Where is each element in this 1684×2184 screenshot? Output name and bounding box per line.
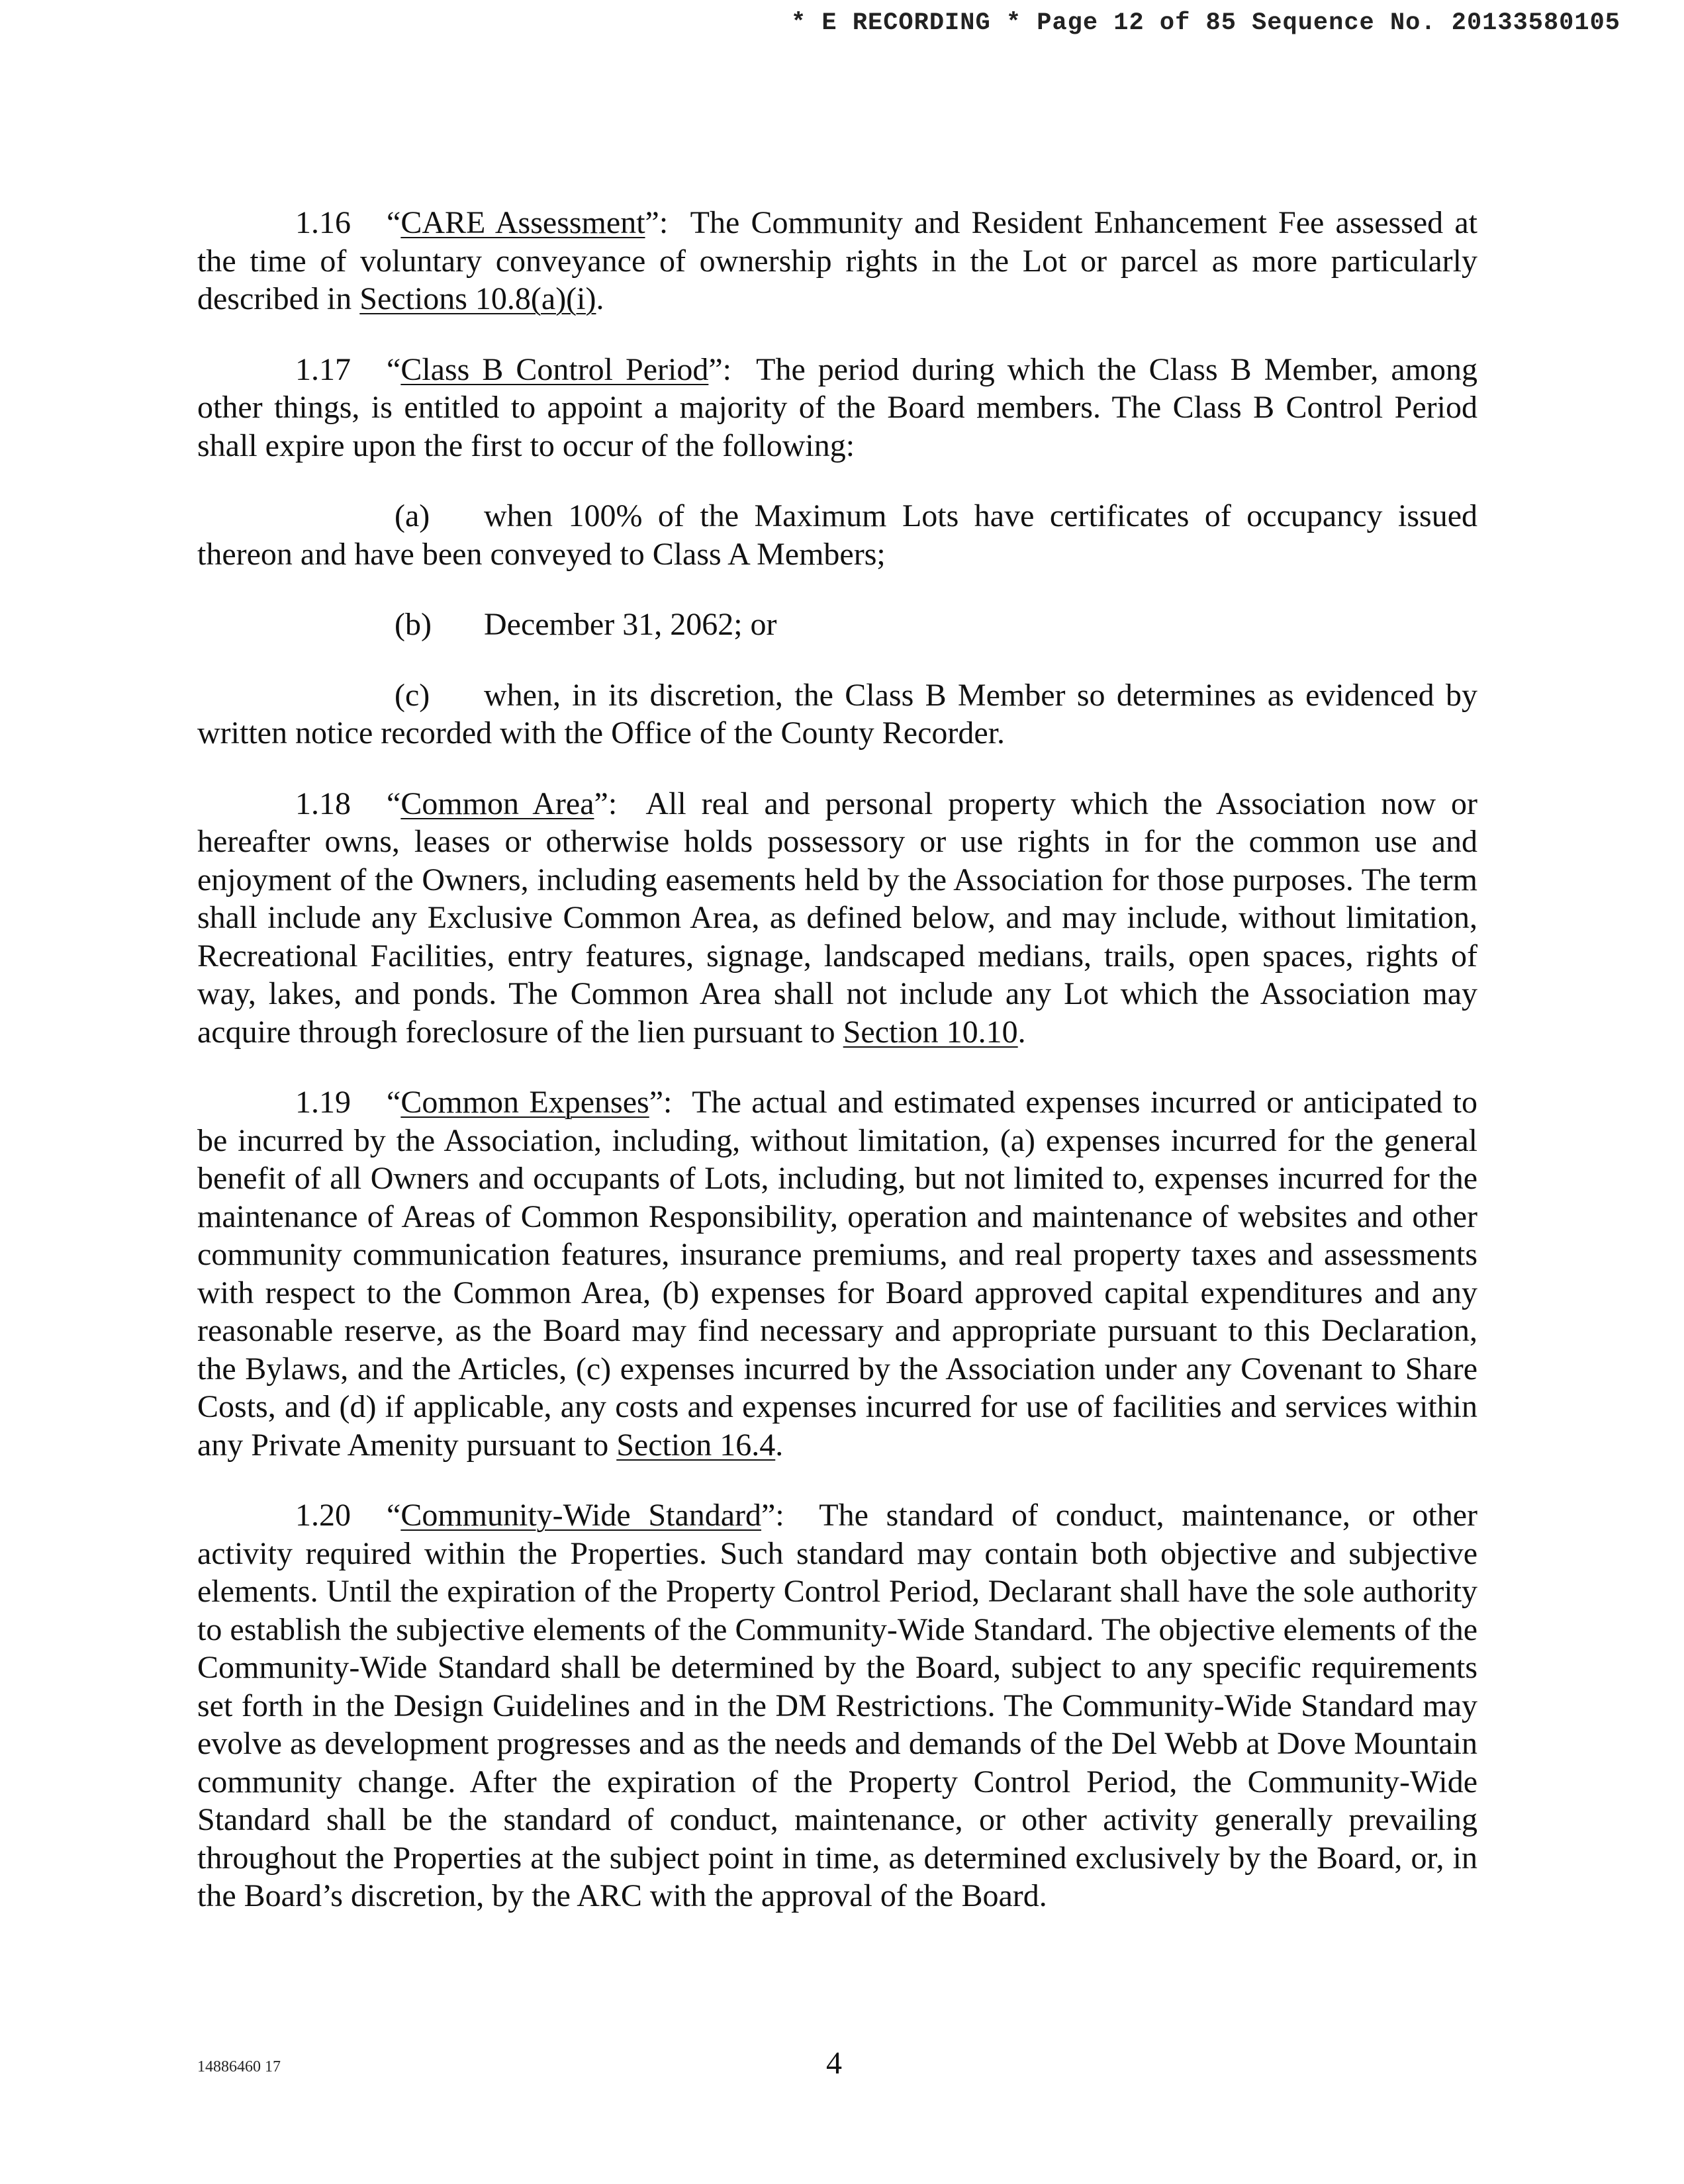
- subsection-text: when 100% of the Maximum Lots have certificates of occupancy issued thereon and have been conveyed to Class A Members;: [197, 498, 1477, 572]
- section-number: 1.18: [295, 786, 351, 821]
- defined-term: Common Expenses: [400, 1085, 649, 1120]
- subsection-a: [197, 497, 1477, 573]
- document-id: 14886460 17: [197, 2058, 281, 2075]
- section-text: The actual and estimated expenses incurred or anticipated to be incurred by the Association, including, without limitation, (a) expenses incurred for the general benefit of all Owners and occupants of Lots, including, but not limited to, expenses incurred for the maintenance of Areas of Common Responsibility, operation and maintenance of websites and other community communication features, insurance premiums, and real property taxes and assessments with respect to the Common Area, (b) expenses for Board approved capital expenditures and any reasonable reserve, as the Board may find necessary and appropriate pursuant to this Declaration, the Bylaws, and the Articles, (c) expenses incurred by the Association under any Covenant to Share Costs, and (d) if applicable, any costs and expenses incurred for use of facilities and services within any Private Amenity pursuant to: [197, 1085, 1477, 1463]
- subsection-b: [197, 606, 1477, 644]
- section-text: The standard of conduct, maintenance, or other activity required within the Properties. Such standard may contain both objective and subjective elements. Until the expiration of the Property Control Period, Declarant shall have the sole authority to establish the subjective elements of the Community-Wide Standard. The objective elements of the Community-Wide Standard shall be determined by the Board, subject to any specific requirements set forth in the Design Guidelines and in the DM Restrictions. The Community-Wide Standard may evolve as development progresses and as the needs and demands of the Del Webb at Dove Mountain community change. After the expiration of the Property Control Period, the Community-Wide Standard shall be the standard of conduct, maintenance, or other activity generally prevailing throughout the Properties at the subject point in time, as determined exclusively by the Board, or, in the Board’s discretion, by the ARC with the approval of the Board.: [197, 1498, 1477, 1913]
- subsection-letter: (b): [395, 607, 432, 642]
- defined-term: Community-Wide Standard: [400, 1498, 762, 1533]
- page-number: 4: [826, 2046, 842, 2081]
- subsection-text: December 31, 2062; or: [484, 607, 777, 642]
- defined-term: Common Area: [400, 786, 594, 821]
- defined-term: Class B Control Period: [400, 351, 709, 387]
- recording-header: * E RECORDING * Page 12 of 85 Sequence No. 20133580105: [791, 9, 1620, 37]
- section-text: All real and personal property which the Association now or hereafter owns, leases or otherwise holds possessory or use rights in for the common use and enjoyment of the Owners, including easements held by the Association for those purposes. The term shall include any Exclusive Common Area, as defined below, and may include, without limitation, Recreational Facilities, entry features, signage, landscaped medians, trails, open spaces, rights of way, lakes, and ponds. The Common Area shall not include any Lot which the Association may acquire through foreclosure of the lien pursuant to: [197, 786, 1477, 1050]
- section-text: The period during which the Class B Member, among other things, is entitled to appoint a majority of the Board members. The Class B Control Period shall expire upon the first to occur of the following:: [197, 351, 1477, 463]
- subsection-letter: (a): [395, 498, 430, 533]
- subsection-c: [197, 676, 1477, 752]
- subsection-text: when, in its discretion, the Class B Member so determines as evidenced by written notice recorded with the Office of the County Recorder.: [197, 677, 1477, 751]
- section-1-17: 1.17 “Class B Control Period”: The period during which the Class B Member, among other things, is entitled to appoint a majority of the Board members. The Class B Control Period shall expire upon the first to occur of the following:: [197, 351, 1477, 463]
- section-1-16: 1.16 “CARE Assessment”: The Community and Resident Enhancement Fee assessed at the time of voluntary conveyance of ownership rights in the Lot or parcel as more particularly described in Sections 10.8(a)(i).: [197, 205, 1477, 316]
- section-number: 1.20: [295, 1498, 351, 1533]
- defined-term: CARE Assessment: [400, 205, 645, 240]
- section-number: 1.17: [295, 351, 351, 387]
- section-reference: Section 16.4: [616, 1427, 776, 1463]
- section-1-19: 1.19 “Common Expenses”: The actual and estimated expenses incurred or anticipated to be incurred by the Association, including, without limitation, (a) expenses incurred for the general benefit of all Owners and occupants of Lots, including, but not limited to, expenses incurred for the maintenance of Areas of Common Responsibility, operation and maintenance of websites and other community communication features, insurance premiums, and real property taxes and assessments with respect to the Common Area, (b) expenses for Board approved capital expenditures and any reasonable reserve, as the Board may find necessary and appropriate pursuant to this Declaration, the Bylaws, and the Articles, (c) expenses incurred by the Association under any Covenant to Share Costs, and (d) if applicable, any costs and expenses incurred for use of facilities and services within any Private Amenity pursuant to Section 16.4.: [197, 1085, 1477, 1463]
- section-number: 1.19: [295, 1085, 351, 1120]
- section-reference: Sections 10.8(a)(i): [359, 281, 596, 316]
- section-1-20: 1.20 “Community-Wide Standard”: The standard of conduct, maintenance, or other activity required within the Properties. Such standard may contain both objective and subjective elements. Until the expiration of the Property Control Period, Declarant shall have the sole authority to establish the subjective elements of the Community-Wide Standard. The objective elements of the Community-Wide Standard shall be determined by the Board, subject to any specific requirements set forth in the Design Guidelines and in the DM Restrictions. The Community-Wide Standard may evolve as development progresses and as the needs and demands of the Del Webb at Dove Mountain community change. After the expiration of the Property Control Period, the Community-Wide Standard shall be the standard of conduct, maintenance, or other activity generally prevailing throughout the Properties at the subject point in time, as determined exclusively by the Board, or, in the Board’s discretion, by the ARC with the approval of the Board.: [197, 1498, 1477, 1913]
- section-text: The Community and Resident Enhancement Fee assessed at the time of voluntary conveyance of ownership rights in the Lot or parcel as more particularly described in: [197, 205, 1477, 316]
- section-1-18: 1.18 “Common Area”: All real and personal property which the Association now or hereafter owns, leases or otherwise holds possessory or use rights in for the common use and enjoyment of the Owners, including easements held by the Association for those purposes. The term shall include any Exclusive Common Area, as defined below, and may include, without limitation, Recreational Facilities, entry features, signage, landscaped medians, trails, open spaces, rights of way, lakes, and ponds. The Common Area shall not include any Lot which the Association may acquire through foreclosure of the lien pursuant to Section 10.10.: [197, 786, 1477, 1050]
- section-number: 1.16: [295, 205, 351, 240]
- subsection-letter: (c): [395, 677, 430, 713]
- section-reference: Section 10.10: [843, 1014, 1018, 1050]
- document-body: [197, 204, 1477, 1948]
